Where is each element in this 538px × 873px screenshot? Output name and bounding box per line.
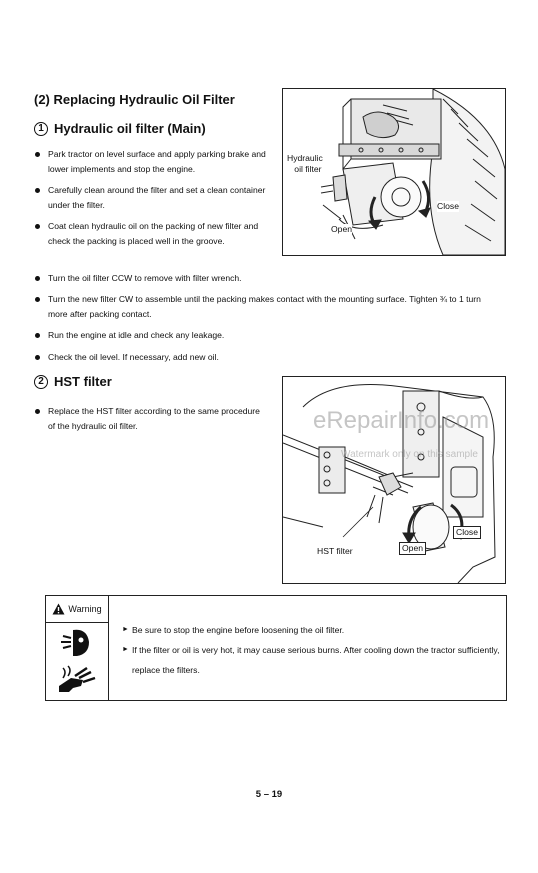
close-label: Close [437,201,459,211]
watermark-main: eRepairInfo.com [313,407,490,434]
list-item: Park tractor on level surface and apply parking brake and lower implements and stop the engine. [34,147,269,177]
hydraulic-filter-figure [282,88,506,256]
main-filter-title: Hydraulic oil filter (Main) [54,121,206,136]
warning-text [122,620,502,680]
list-item: Replace the HST filter according to the same procedure of the hydraulic oil filter. [34,404,269,434]
warning-box [45,595,507,701]
list-item: Carefully clean around the filter and set a clean container under the filter. [34,183,269,213]
list-item: Turn the new filter CW to assemble until the packing makes contact with the mounting surface. Tighten ¾ to 1 turn more after packing contact. [34,292,494,322]
hydraulic-oil-filter-label-line1: Hydraulic [287,153,323,163]
warning-header [46,596,108,623]
hst-filter-number: 2 [34,375,48,389]
page-number: 5 – 19 [255,789,283,800]
hst-filter-steps [34,404,269,440]
main-filter-steps-top [34,147,269,255]
hst-filter-heading [34,374,112,389]
warning-label: Warning [68,604,102,614]
hst-filter-figure [282,376,506,584]
warning-icon-column [46,596,109,700]
warning-item: ► Be sure to stop the engine before loosening the oil filter. [122,620,502,640]
warning-triangle-icon [52,603,65,615]
main-filter-number: 1 [34,122,48,136]
hydraulic-oil-filter-label [287,153,323,175]
hst-close-label: Close [453,526,481,539]
list-item: Run the engine at idle and check any leakage. [34,328,494,343]
section-title: (2) Replacing Hydraulic Oil Filter [34,92,235,107]
warning-item: ► If the filter or oil is very hot, it may cause serious burns. After cooling down the tractor sufficiently, replace the filters. [122,640,502,680]
hst-filter-title: HST filter [54,374,112,389]
main-filter-steps-bottom [34,271,494,371]
list-item: Turn the oil filter CCW to remove with filter wrench. [34,271,494,286]
watermark-sub: Watermark only on this sample [341,449,478,460]
list-item: Coat clean hydraulic oil on the packing of new filter and check the packing is placed well in the groove. [34,219,269,249]
hst-filter-label: HST filter [317,546,353,556]
hydraulic-oil-filter-label-line2: oil filter [294,164,322,174]
hst-open-label: Open [399,542,426,555]
main-filter-heading [34,121,206,136]
open-label: Open [331,224,353,234]
face-shield-icon [59,626,95,658]
hot-hand-icon [57,664,97,694]
list-item: Check the oil level. If necessary, add new oil. [34,350,494,365]
